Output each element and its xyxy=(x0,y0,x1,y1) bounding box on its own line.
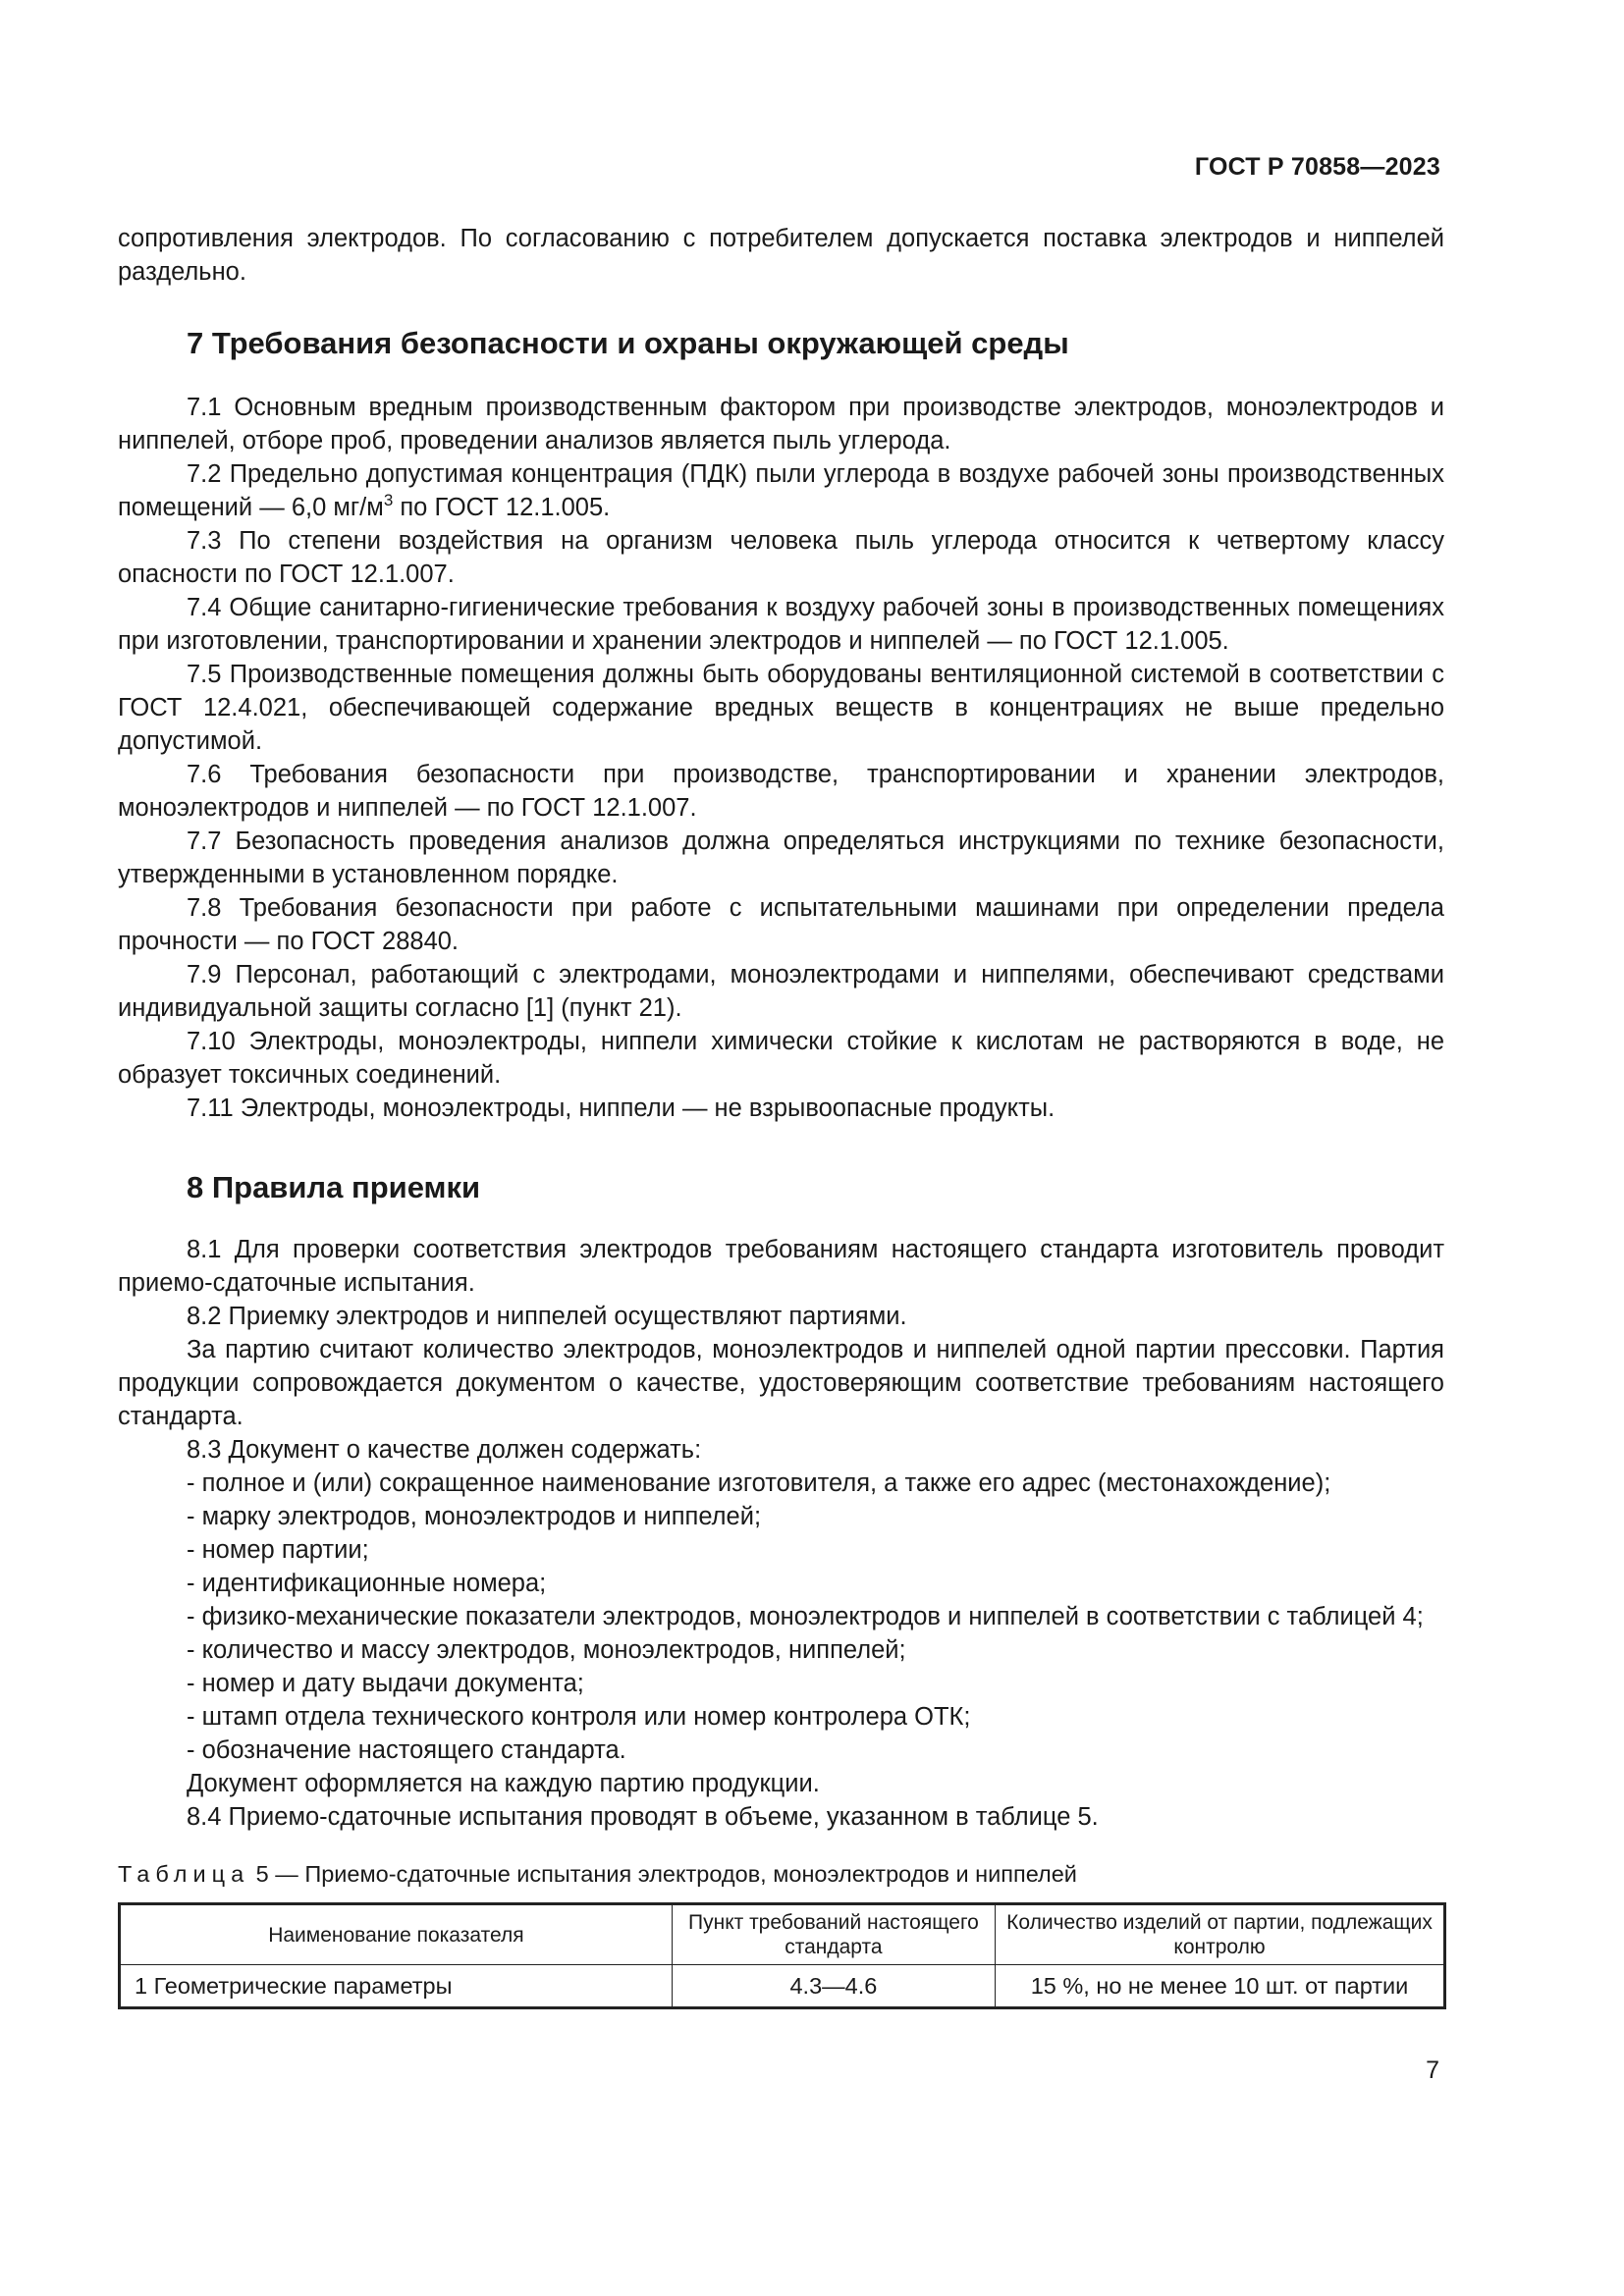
section-8-title: 8 Правила приемки xyxy=(187,1170,481,1204)
doc-code-header: ГОСТ Р 70858—2023 xyxy=(1194,153,1440,181)
table-header-row xyxy=(120,1904,1445,1965)
para-7-9: 7.9 Персонал, работающий с электродами, моноэлектродами и ниппелями, обеспечивают средствами индивидуальной защиты согласно [1] (пункт 21). xyxy=(118,961,1444,1022)
table-caption-word: Таблица xyxy=(118,1861,250,1887)
list-item: - идентификационные номера; xyxy=(187,1570,547,1597)
list-item: - номер и дату выдачи документа; xyxy=(187,1670,584,1697)
para-7-1: 7.1 Основным вредным производственным фактором при производстве электродов, моноэлектродов и ниппелей, отборе проб, проведении анализов является пыль углерода. xyxy=(118,394,1444,454)
column-header-clause: Пункт требований настоящего стандарта xyxy=(672,1904,995,1965)
para-7-2-text: 7.2 Предельно допустимая концентрация (ПДК) пыли углерода в воздухе рабочей зоны производственных помещений — 6,0 мг/м xyxy=(118,460,1444,521)
list-item: - количество и массу электродов, моноэлектродов, ниппелей; xyxy=(187,1636,906,1664)
para-7-11: 7.11 Электроды, моноэлектроды, ниппели — не взрывоопасные продукты. xyxy=(187,1095,1056,1122)
table-cell: 4.3—4.6 xyxy=(672,1965,995,2008)
column-header-quantity: Количество изделий от партии, подлежащих контролю xyxy=(996,1904,1445,1965)
para-7-6: 7.6 Требования безопасности при производстве, транспортировании и хранении электродов, моноэлектродов и ниппелей — по ГОСТ 12.1.007. xyxy=(118,761,1444,822)
para-8-2: 8.2 Приемку электродов и ниппелей осуществляют партиями. xyxy=(187,1303,907,1330)
para-8-3: 8.3 Документ о качестве должен содержать: xyxy=(187,1436,702,1464)
para-7-4: 7.4 Общие санитарно-гигиенические требования к воздуху рабочей зоны в производственных помещениях при изготовлении, транспортировании и хранении электродов и ниппелей — по ГОСТ 12.1.005. xyxy=(118,594,1444,655)
table-5 xyxy=(118,1902,1446,2009)
para-7-7: 7.7 Безопасность проведения анализов должна определяться инструкциями по технике безопасности, утвержденными в установленном порядке. xyxy=(118,828,1444,888)
table-caption-text: 5 — Приемо-сдаточные испытания электродов, моноэлектродов и ниппелей xyxy=(249,1861,1077,1887)
para-7-8: 7.8 Требования безопасности при работе с испытательными машинами при определении предела прочности — по ГОСТ 28840. xyxy=(118,894,1444,955)
page-number: 7 xyxy=(1426,2056,1439,2084)
table-row xyxy=(120,1965,1445,2008)
para-8-3-end: Документ оформляется на каждую партию продукции. xyxy=(187,1770,820,1797)
table-5-caption xyxy=(118,1859,1444,1889)
para-8-4: 8.4 Приемо-сдаточные испытания проводят в объеме, указанном в таблице 5. xyxy=(187,1803,1099,1831)
para-8-1: 8.1 Для проверки соответствия электродов требованиям настоящего стандарта изготовитель проводит приемо-сдаточные испытания. xyxy=(118,1236,1444,1297)
para-7-2 xyxy=(118,457,1444,524)
page-content xyxy=(118,222,1444,2009)
list-item: - обозначение настоящего стандарта. xyxy=(187,1736,626,1764)
section-7-title: 7 Требования безопасности и охраны окружающей среды xyxy=(187,326,1069,360)
para-7-5: 7.5 Производственные помещения должны быть оборудованы вентиляционной системой в соответствии с ГОСТ 12.4.021, обеспечивающей содержание вредных веществ в концентрациях не выше предельно допустимой. xyxy=(118,661,1444,755)
column-header-indicator: Наименование показателя xyxy=(120,1904,673,1965)
para-7-3: 7.3 По степени воздействия на организм человека пыль углерода относится к четвертому классу опасности по ГОСТ 12.1.007. xyxy=(118,527,1444,588)
list-item: - физико-механические показатели электродов, моноэлектродов и ниппелей в соответствии с таблицей 4; xyxy=(187,1603,1424,1630)
list-item: - марку электродов, моноэлектродов и ниппелей; xyxy=(187,1503,762,1530)
continuation-paragraph: сопротивления электродов. По согласованию с потребителем допускается поставка электродов и ниппелей раздельно. xyxy=(118,225,1444,286)
list-item: - штамп отдела технического контроля или номер контролера ОТК; xyxy=(187,1703,971,1731)
list-item: - полное и (или) сокращенное наименование изготовителя, а также его адрес (местонахождение); xyxy=(187,1469,1331,1497)
table-cell: 1 Геометрические параметры xyxy=(120,1965,673,2008)
superscript: 3 xyxy=(383,491,394,509)
para-7-10: 7.10 Электроды, моноэлектроды, ниппели химически стойкие к кислотам не растворяются в воде, не образует токсичных соединений. xyxy=(118,1028,1444,1089)
list-item: - номер партии; xyxy=(187,1536,369,1564)
table-cell: 15 %, но не менее 10 шт. от партии xyxy=(996,1965,1445,2008)
para-7-2-tail: по ГОСТ 12.1.005. xyxy=(393,494,611,521)
para-8-2-lot: За партию считают количество электродов, моноэлектродов и ниппелей одной партии прессовки. Партия продукции сопровождается документом о качестве, удостоверяющим соответствие требованиям настоящего стандарта. xyxy=(118,1336,1444,1430)
